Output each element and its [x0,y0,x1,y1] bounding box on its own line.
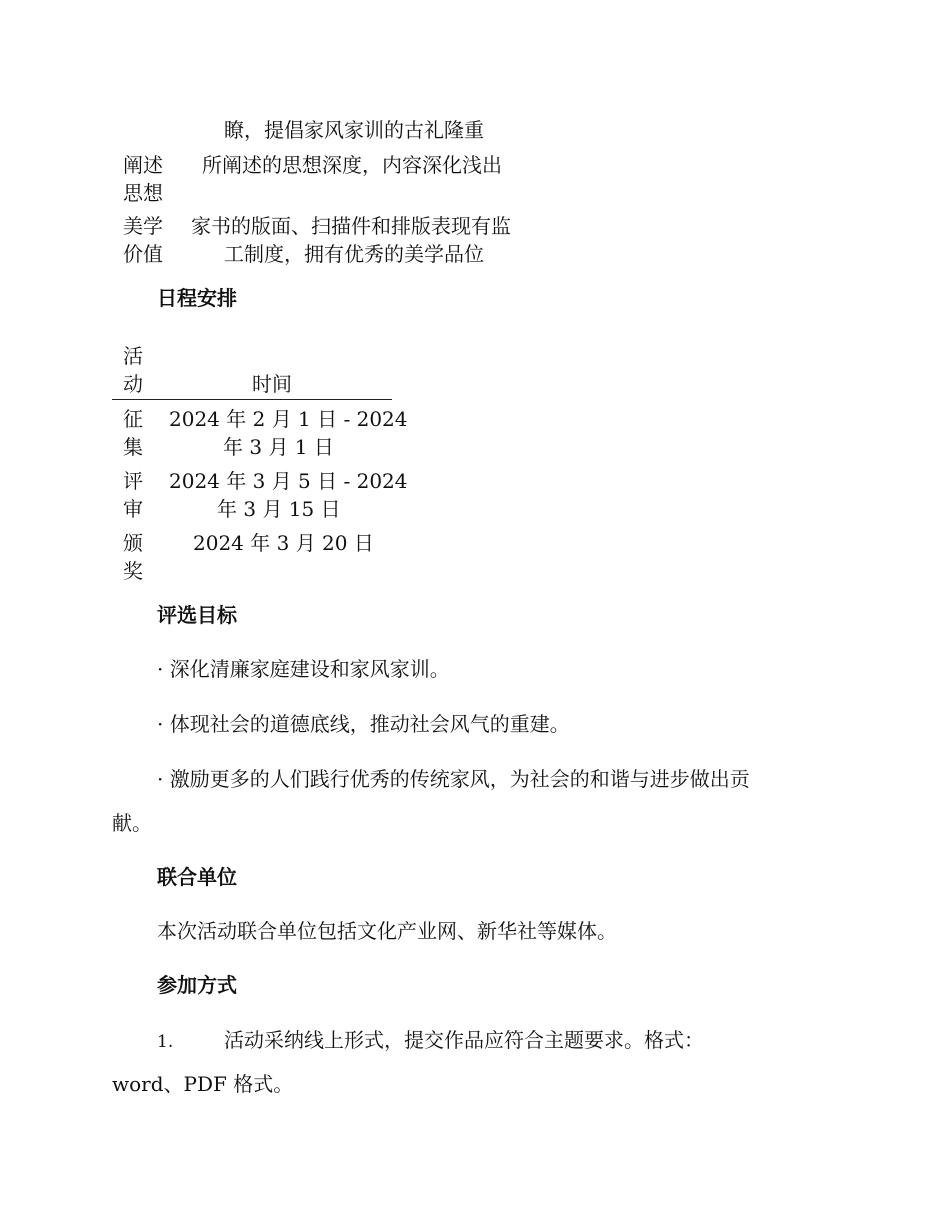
list-number: 1. [157,1032,174,1052]
schedule-time: 2024 年 2 月 1 日 - 2024 [169,407,408,431]
section-heading-partners: 联合单位 [157,865,237,889]
partners-text: 本次活动联合单位包括文化产业网、新华社等媒体。 [157,919,617,943]
schedule-time: 年 3 月 15 日 [217,497,341,521]
goal-item-continuation: 献。 [112,811,152,835]
section-heading-schedule: 日程安排 [157,286,237,310]
table-header-rule [112,399,392,400]
criteria-desc-line: 工制度，拥有优秀的美学品位 [224,242,484,266]
schedule-header-activity: 活 [123,344,143,368]
schedule-time: 2024 年 3 月 20 日 [193,531,374,555]
schedule-activity: 审 [123,497,143,521]
criteria-desc-line: 瞭，提倡家风家训的古礼隆重 [224,118,484,142]
criteria-desc-line: 家书的版面、扫描件和排版表现有监 [191,214,511,238]
schedule-header-activity: 动 [123,372,143,396]
participation-item-continuation: word、PDF 格式。 [112,1072,294,1096]
schedule-time: 年 3 月 1 日 [223,435,334,459]
criteria-name-line: 思想 [123,181,163,205]
goal-item: · 激励更多的人们践行优秀的传统家风，为社会的和谐与进步做出贡 [157,767,750,791]
criteria-name-line: 价值 [123,242,163,266]
goal-item: · 体现社会的道德底线，推动社会风气的重建。 [157,712,570,736]
section-heading-goals: 评选目标 [157,603,237,627]
section-heading-participation: 参加方式 [157,973,237,997]
criteria-desc-line: 所阐述的思想深度，内容深化浅出 [202,153,502,177]
schedule-header-time: 时间 [252,372,292,396]
schedule-activity: 评 [123,469,143,493]
schedule-activity: 集 [123,435,143,459]
schedule-time: 2024 年 3 月 5 日 - 2024 [169,469,408,493]
schedule-activity: 奖 [123,559,143,583]
criteria-name-line: 美学 [123,214,163,238]
participation-item: 活动采纳线上形式，提交作品应符合主题要求。格式： [224,1028,704,1052]
criteria-name-line: 阐述 [123,153,163,177]
schedule-activity: 颁 [123,531,143,555]
schedule-activity: 征 [123,407,143,431]
goal-item: · 深化清廉家庭建设和家风家训。 [157,657,450,681]
